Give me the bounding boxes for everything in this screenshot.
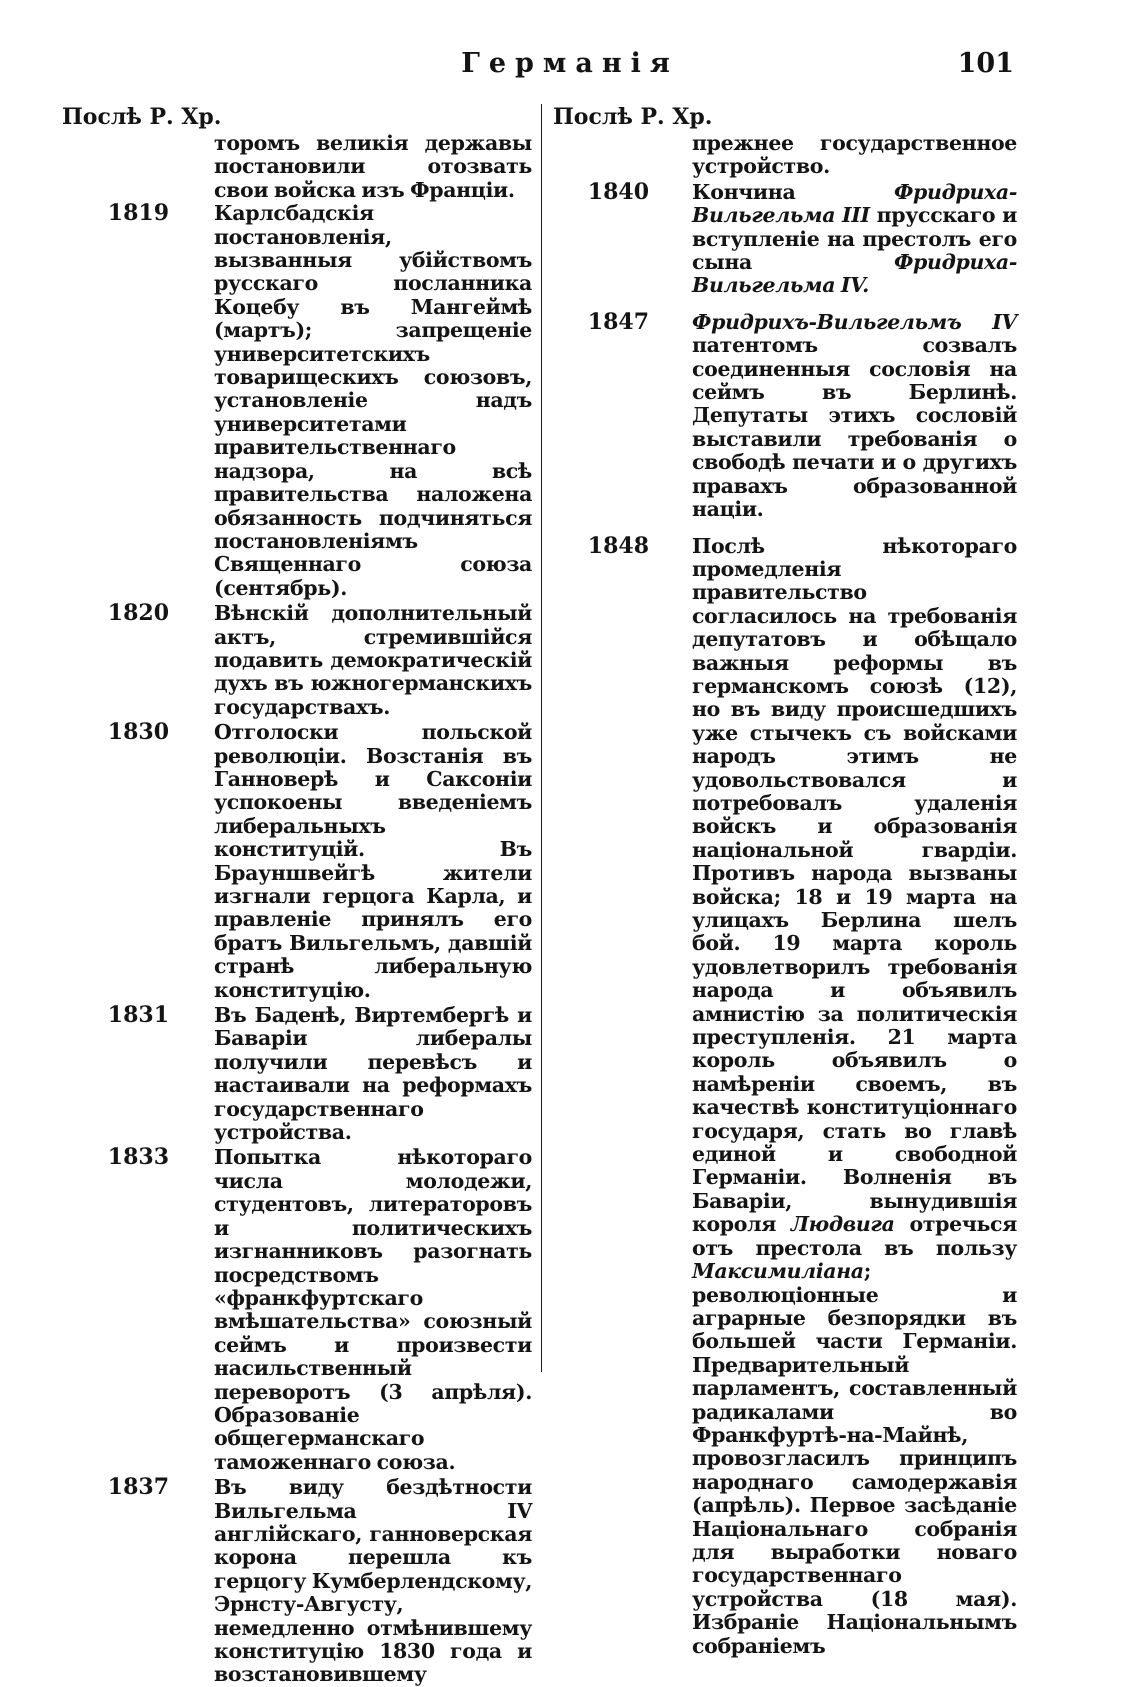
chronology-entry <box>553 178 1017 298</box>
chronology-entry <box>62 721 532 1002</box>
entry-year: 1837 <box>107 1474 169 1501</box>
entry-text: Въ Баденѣ, Виртембергѣ и Баваріи либералы получили перевѣсъ и настаивали на реформахъ государственнаго устройства. <box>214 1003 532 1145</box>
text-run: патентомъ созвалъ соединенныя сословія на сеймъ въ Берлинѣ. Депутаты этихъ сословій выставили требованія о свободѣ печати и о другихъ правахъ образованной націи. <box>692 333 1017 522</box>
italic-name: Людвига <box>790 1212 895 1237</box>
entry-year: 1833 <box>107 1144 169 1171</box>
chronology-entry <box>62 1004 532 1144</box>
text-run: Кончина <box>692 179 894 204</box>
entry-text: Отголоски польской революціи. Возстанія въ Ганноверѣ и Саксоніи успокоены введеніемъ либеральныхъ конституцій. Въ Брауншвейгѣ жители изгнали герцога Карла, и правленіе принялъ его братъ Вильгельмъ, давшій странѣ либеральную конституцію. <box>214 720 532 1002</box>
continuation-text: прежнее государственное устройство. <box>692 131 1017 179</box>
chronology-entry <box>553 308 1017 522</box>
italic-name: Фридрихъ-Вильгельмъ IV <box>692 309 1017 334</box>
italic-name: Максимиліана <box>692 1259 864 1284</box>
right-column <box>553 104 1017 1658</box>
entry-year: 1847 <box>587 308 649 335</box>
entry-text <box>692 535 1017 1659</box>
entry-year: 1840 <box>587 178 649 205</box>
chronology-entry <box>62 1476 532 1687</box>
era-heading: Послѣ Р. Хр. <box>62 104 222 130</box>
chronology-entry <box>62 602 532 719</box>
text-run: прусскаго и вступленіе на престолъ его сына <box>692 203 1017 275</box>
era-heading: Послѣ Р. Хр. <box>553 104 713 130</box>
entry-year: 1830 <box>107 719 169 746</box>
entry-text: Вѣнскій дополнительный актъ, стремившійся подавить демократическій духъ въ южногерманскихъ государствахъ. <box>214 601 532 719</box>
italic-name: Фридриха-Вильгельма III <box>692 179 1017 228</box>
text-run: отречься отъ престола въ пользу <box>692 1212 1017 1260</box>
continuation-entry <box>553 132 1017 179</box>
entry-text <box>692 181 1017 298</box>
entry-text: Попытка нѣкотораго числа молодежи, студентовъ, литераторовъ и политическихъ изгнанниковъ разогнать посредствомъ «франкфуртскаго вмѣшательства» союзный сеймъ и произвести насильственный переворотъ (3 апрѣля). Образованіе общегерманскаго таможеннаго союза. <box>214 1145 532 1474</box>
chronology-entry <box>553 532 1017 1659</box>
entry-text <box>692 311 1017 522</box>
chronology-entry <box>62 202 532 600</box>
running-title: Германія <box>461 48 679 79</box>
entry-year: 1848 <box>587 532 649 559</box>
entry-year: 1819 <box>107 200 169 227</box>
continuation-text: торомъ великія державы постановили отозвать свои войска изъ Франціи. <box>214 131 532 202</box>
page-number: 101 <box>957 48 1014 79</box>
entry-year: 1820 <box>107 600 169 627</box>
text-run: Послѣ нѣкотораго промедленія правительство согласилось на требованія депутатовъ и обѣщало важныя реформы въ германскомъ союзѣ (12), но въ виду происшедшихъ уже стычекъ съ войсками народъ этимъ не удовольствовался и потребовалъ удаленія войскъ и образованія національной гвардіи. Противъ народа вызваны войска; 18 и 19 марта на улицахъ Берлина шелъ бой. 19 марта король удовлетворилъ требованія народа и объявилъ амнистію за политическія преступленія. 21 марта король объявилъ о намѣреніи своемъ, въ качествѣ конституціоннаго государя, стать во главѣ единой и свободной Германіи. Волненія въ Баваріи, вынудившія короля <box>692 533 1017 1237</box>
chronology-entry <box>62 1146 532 1474</box>
left-column <box>62 104 532 1687</box>
entry-text: Въ виду бездѣтности Вильгельма IV англійскаго, ганноверская корона перешла къ герцогу Кумберлендскому, Эрнсту-Августу, немедленно отмѣнившему конституцію 1830 года и возстановившему <box>214 1475 532 1687</box>
entry-year: 1831 <box>107 1002 169 1029</box>
italic-name: Фридриха-Вильгельма IV. <box>692 250 1017 298</box>
entry-text: Карлсбадскія постановленія, вызванныя убійствомъ русскаго посланника Коцебу въ Мангеймѣ (мартъ); запрещеніе университетскихъ товарищескихъ союзовъ, установленіе надъ университетами правительственнаго надзора, на всѣ правительства наложена обязанность подчиняться постановленіямъ Священнаго союза (сентябрь). <box>214 201 532 600</box>
column-divider <box>541 104 542 1372</box>
text-run: ; революціонные и аграрные безпорядки въ большей части Германіи. Предварительный парламентъ, составленный радикалами во Франкфуртѣ-на-Майнѣ, провозгласилъ принципъ народнаго самодержавія (апрѣль). Первое засѣданіе Національнаго собранія для выработки новаго государственнаго устройства (18 мая). Избраніе Національнымъ собраніемъ <box>692 1259 1017 1658</box>
continuation-entry <box>62 132 532 202</box>
